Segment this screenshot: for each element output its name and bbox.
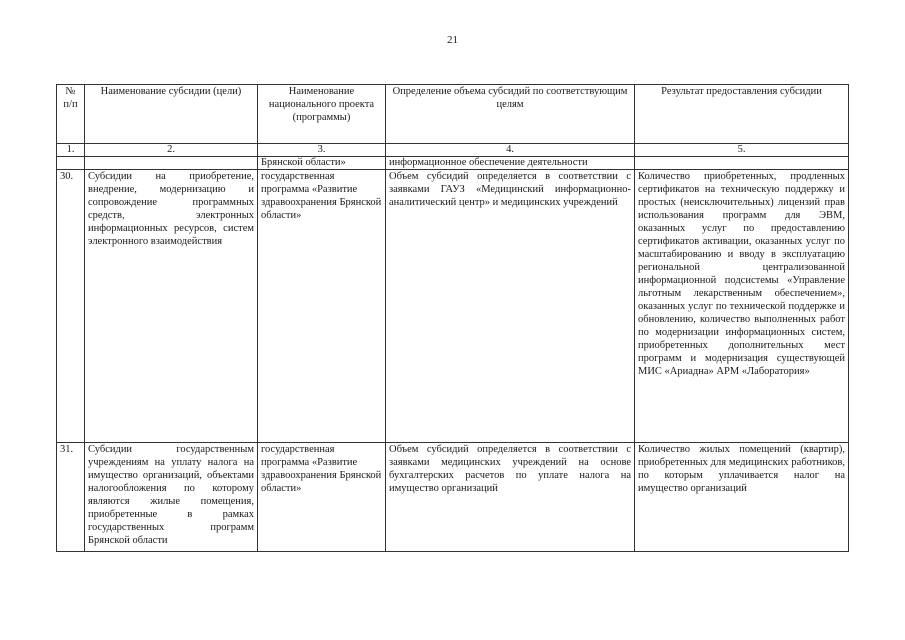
continuation-cell: информационное обеспечение деятельности [386,157,635,170]
header-result: Результат предоставления субсидии [635,85,849,144]
column-number: 5. [635,144,849,157]
program-name: государственная программа «Развитие здравоохранения Брянской области» [258,170,386,443]
table-row [57,170,849,443]
subsidy-result: Количество жилых помещений (квартир), приобретенных для медицинских работников, по которым уплачивается налог на имущество организаций [635,443,849,552]
page-number: 21 [447,34,458,46]
subsidy-result: Количество приобретенных, продленных сертификатов на техническую поддержку и простых (неисключительных) лицензий прав использования программ для ЭВМ, оказанных услуг по предоставлению сертификатов активации, оказанных услуг по масштабированию и вводу в эксплуатацию региональной централизованной информационной подсистемы «Управление льготным лекарственным обеспечением», оказанных услуг по технической поддержке и обновлению, количество выполненных работ по модернизации информационных систем, приобретенных дополнительных мест программ и модернизация существующей МИС «Ариадна» АРМ «Лаборатория» [635,170,849,443]
column-number: 3. [258,144,386,157]
continuation-cell [85,157,258,170]
header-number: № п/п [57,85,85,144]
column-number-row [57,144,849,157]
row-number: 31. [57,443,85,552]
continuation-row [57,157,849,170]
header-volume-definition: Определение объема субсидий по соответствующим целям [386,85,635,144]
continuation-cell [57,157,85,170]
continuation-cell [635,157,849,170]
column-number: 1. [57,144,85,157]
header-program-name: Наименование национального проекта (программы) [258,85,386,144]
column-number: 4. [386,144,635,157]
continuation-cell: Брянской области» [258,157,386,170]
table-header-row [57,85,849,144]
subsidy-name: Субсидии государственным учреждениям на уплату налога на имущество организаций, объектами налогообложения по которому являются жилые помещения, приобретенные в рамках государственных программ Брянской области [85,443,258,552]
table-row [57,443,849,552]
subsidy-table [56,84,849,552]
volume-definition: Объем субсидий определяется в соответствии с заявками медицинских учреждений на основе бухгалтерских расчетов по уплате налога на имущество организаций [386,443,635,552]
program-name: государственная программа «Развитие здравоохранения Брянской области» [258,443,386,552]
row-number: 30. [57,170,85,443]
subsidy-name: Субсидии на приобретение, внедрение, модернизацию и сопровождение программных средств, электронных информационных ресурсов, систем электронного взаимодействия [85,170,258,443]
column-number: 2. [85,144,258,157]
volume-definition: Объем субсидий определяется в соответствии с заявками ГАУЗ «Медицинский информационно-аналитический центр» и медицинских учреждений [386,170,635,443]
header-subsidy-name: Наименование субсидии (цели) [85,85,258,144]
